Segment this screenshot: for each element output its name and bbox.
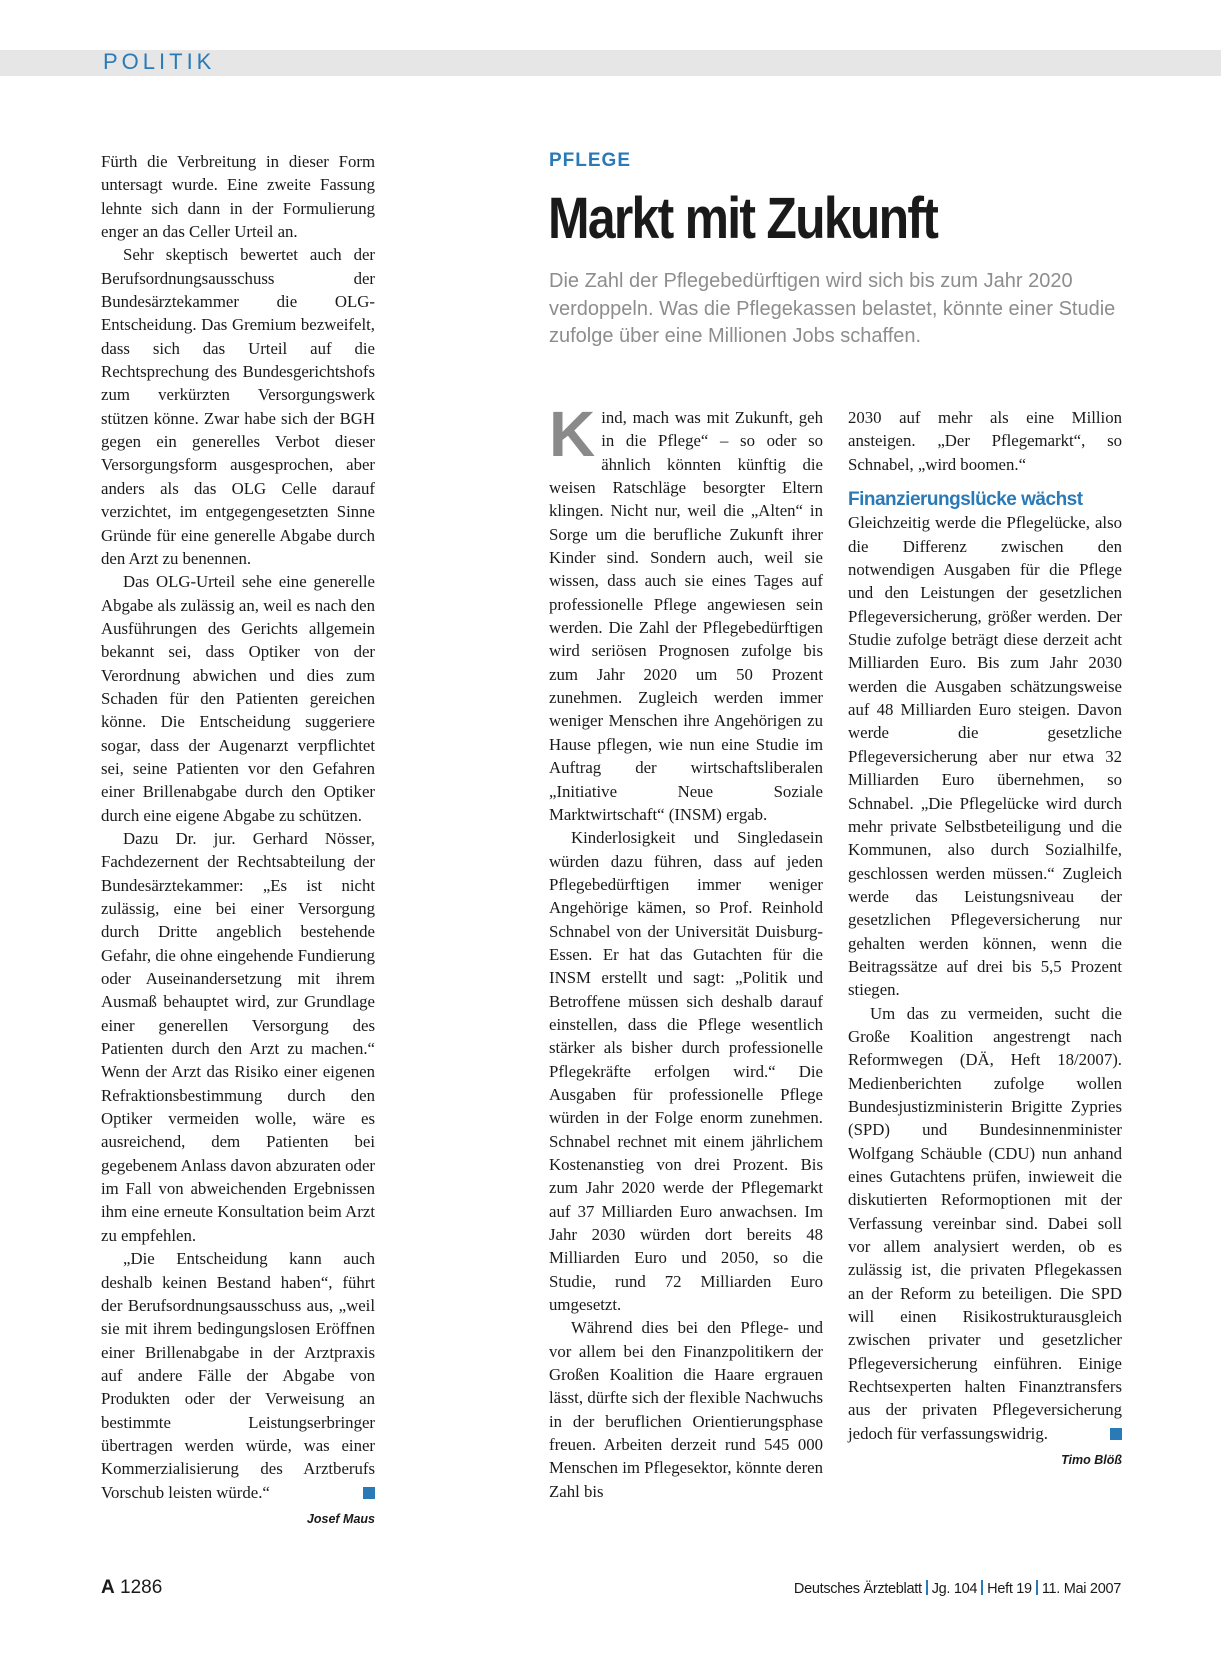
- separator: [926, 1580, 928, 1595]
- separator: [1036, 1580, 1038, 1595]
- paragraph: 2030 auf mehr als eine Million ansteigen. „Der Pflegemarkt“, so Schnabel, „wird boomen.“: [848, 408, 1122, 474]
- paragraph: Gleichzeitig werde die Pflegelücke, also die Differenz zwischen den notwendigen Ausgaben für die Pflege und den Leistungen der gesetzlichen Pflegeversicherung, größer werden. Der Studie zufolge beträgt diese derzeit acht Milliarden Euro. Bis zum Jahr 2030 werden die Ausgaben schätzungsweise auf 48 Milliarden Euro steigen. Davon werde die gesetzliche Pflegeversicherung aber nur etwa 32 Milliarden Euro übernehmen, so Schnabel. „Die Pflegelücke wird durch mehr private Selbstbeteiligung und die Kommunen, also durch Sozialhilfe, geschlossen werden müssen.“ Zugleich werde das Leistungsniveau der gesetzlichen Pflegeversicherung nur gehalten werden können, wenn die Beitragssätze auf drei bis 5,5 Prozent stiegen.: [848, 513, 1122, 1000]
- journal-name: Deutsches Ärzteblatt: [793, 1581, 922, 1597]
- volume: Jg. 104: [931, 1581, 978, 1597]
- article-column-3: [848, 406, 1122, 1472]
- paragraph: Sehr skeptisch bewertet auch der Berufsordnungsausschuss der Bundesärztekammer die OLG-Entscheidung. Das Gremium bezweifelt, dass sich das Urteil auf die Rechtsprechung des Bundesgerichtshofs zum verkürzten Versorgungswerk stützen könne. Zwar habe sich der BGH gegen ein generelles Verbot dieser Versorgungsform ausgesprochen, aber anders als das OLG Celle darauf verzichtet, im entgegengesetzten Sinne Gründe für eine generelle Abgabe durch den Arzt zu benennen.: [101, 245, 375, 568]
- paragraph: Fürth die Verbreitung in dieser Form untersagt wurde. Eine zweite Fassung lehnte sich dann in der Formulierung enger an das Celler Urteil an.: [101, 152, 375, 242]
- paragraph: Kinderlosigkeit und Singledasein würden dazu führen, dass auf jeden Pflegebedürftigen immer weniger Angehörige kämen, so Prof. Reinhold Schnabel von der Universität Duisburg-Essen. Er hat das Gutachten für die INSM erstellt und sagt: „Politik und Betroffene müssen sich deshalb darauf einstellen, dass die Pflege wesentlich stärker als bisher durch professionelle Pflegekräfte erfolgen wird.“ Die Ausgaben für professionelle Pflege würden in der Folge enorm zunehmen. Schnabel rechnet mit einem jährlichem Kostenanstieg von drei Prozent. Bis zum Jahr 2020 werde der Pflegemarkt auf 37 Milliarden Euro anwachsen. Im Jahr 2030 würden dort bereits 48 Milliarden Euro und 2050, so die Studie, rund 72 Milliarden Euro umgesetzt.: [549, 828, 823, 1315]
- subheading: Finanzierungslücke wächst: [848, 489, 1083, 511]
- author-byline: Timo Blöß: [1061, 1453, 1122, 1468]
- end-mark-icon: [363, 1487, 375, 1499]
- article-lead: Die Zahl der Pflegebedürftigen wird sich bis zum Jahr 2020 verdoppeln. Was die Pflegekassen belastet, könnte einer Studie zufolge über eine Millionen Jobs schaffen.: [549, 270, 1116, 347]
- article-kicker: PFLEGE: [549, 150, 632, 171]
- drop-cap: K: [549, 398, 596, 470]
- article-headline: Markt mit Zukunft: [548, 186, 938, 251]
- paragraph: Das OLG-Urteil sehe eine generelle Abgabe als zulässig an, weil es nach den Ausführungen des Gerichts allgemein bekannt sei, dass Optiker von der Verordnung abwichen und dies zum Schaden für den Patienten gereichen könne. Die Entscheidung suggeriere sogar, dass der Augenarzt verpflichtet sei, seine Patienten vor den Gefahren einer Brillenabgabe durch den Optiker durch eine eigene Abgabe zu schützen.: [101, 572, 375, 825]
- section-label: POLITIK: [103, 49, 216, 74]
- paragraph: Während dies bei den Pflege- und vor allem bei den Finanzpolitikern der Großen Koalition die Haare ergrauen lässt, dürfte sich der flexible Nachwuchs in der beruflichen Orientierungsphase freuen. Arbeiten derzeit rund 545 000 Menschen im Pflegesektor, könnte deren Zahl bis: [549, 1318, 823, 1501]
- paragraph: Dazu Dr. jur. Gerhard Nösser, Fachdezernent der Rechtsabteilung der Bundesärztekammer: „Es ist nicht zulässig, eine bei einer Versorgung durch Dritte angeblich bestehende Gefahr, die ohne eingehende Fundierung oder Auseinandersetzung mit ihrem Ausmaß behauptet wird, zur Grundlage einer generellen Versorgung des Patienten durch den Arzt zu machen.“ Wenn der Arzt das Risiko einer eigenen Refraktionsbestimmung durch den Optiker vermeiden wolle, wäre es ausreichend, dem Patienten bei gegebenem Anlass davon abzuraten oder im Fall von abweichenden Ergebnissen ihm eine erneute Konsultation beim Arzt zu empfehlen.: [101, 828, 375, 1245]
- separator: [981, 1580, 983, 1595]
- paragraph-last: Um das zu vermeiden, sucht die Große Koalition angestrengt nach Reformwegen (DÄ, Heft 18/2007). Medienberichten zufolge wollen Bundesjustizministerin Brigitte Zypries (SPD) und Bundesinnenminister Wolfgang Schäuble (CDU) nun anhand eines Gutachtens prüfen, inwieweit die diskutierten Reformoptionen mit der Verfassung vereinbar sind. Dabei soll vor allem analysiert werden, ob es zulässig ist, die privaten Pflegekassen an der Reform zu beteiligen. Die SPD will einen Risikostrukturausgleich zwischen privater und gesetzlicher Pflegeversicherung einführen. Einige Rechtsexperten halten Finanztransfers aus der privaten Pflegeversicherung jedoch für verfassungswidrig.: [848, 1003, 1122, 1443]
- page-number: A 1286: [101, 1577, 163, 1598]
- article-column-2: [549, 398, 823, 1503]
- date: 11. Mai 2007: [1041, 1581, 1121, 1597]
- issue: Heft 19: [987, 1581, 1032, 1597]
- paragraph: Kind, mach was mit Zukunft, geh in die Pflege“ – so oder so ähnlich könnten künftig die weisen Ratschläge besorgter Eltern klingen. Nicht nur, weil die „Alten“ in Sorge um die berufliche Zukunft ihrer Kinder sind. Sondern auch, weil sie wissen, dass auch sie eines Tages auf professionelle Pflege angewiesen sein werden. Die Zahl der Pflegebedürftigen wird seriösen Prognosen zufolge bis zum Jahr 2020 um 50 Prozent zunehmen. Zugleich werden immer weniger Menschen ihre Angehörigen zu Hause pflegen, wie nun eine Studie im Auftrag der wirtschaftsliberalen „Initiative Neue Soziale Marktwirtschaft“ (INSM) ergab.: [549, 398, 823, 824]
- author-byline: Josef Maus: [306, 1511, 375, 1526]
- previous-article-column: [101, 150, 375, 1531]
- end-mark-icon: [1110, 1428, 1122, 1440]
- paragraph-last: „Die Entscheidung kann auch deshalb keinen Bestand haben“, führt der Berufsordnungsausschuss aus, „weil sie mit ihrem bedingungslosen Eröffnen einer Brillenabgabe in der Arztpraxis auf andere Fälle der Abgabe von Produkten oder der Verweisung an bestimmte Leistungserbringer übertragen werden würde, was einer Kommerzialisierung des Arztberufs Vorschub leisten würde.“: [101, 1249, 375, 1502]
- publication-info: [794, 1580, 1121, 1597]
